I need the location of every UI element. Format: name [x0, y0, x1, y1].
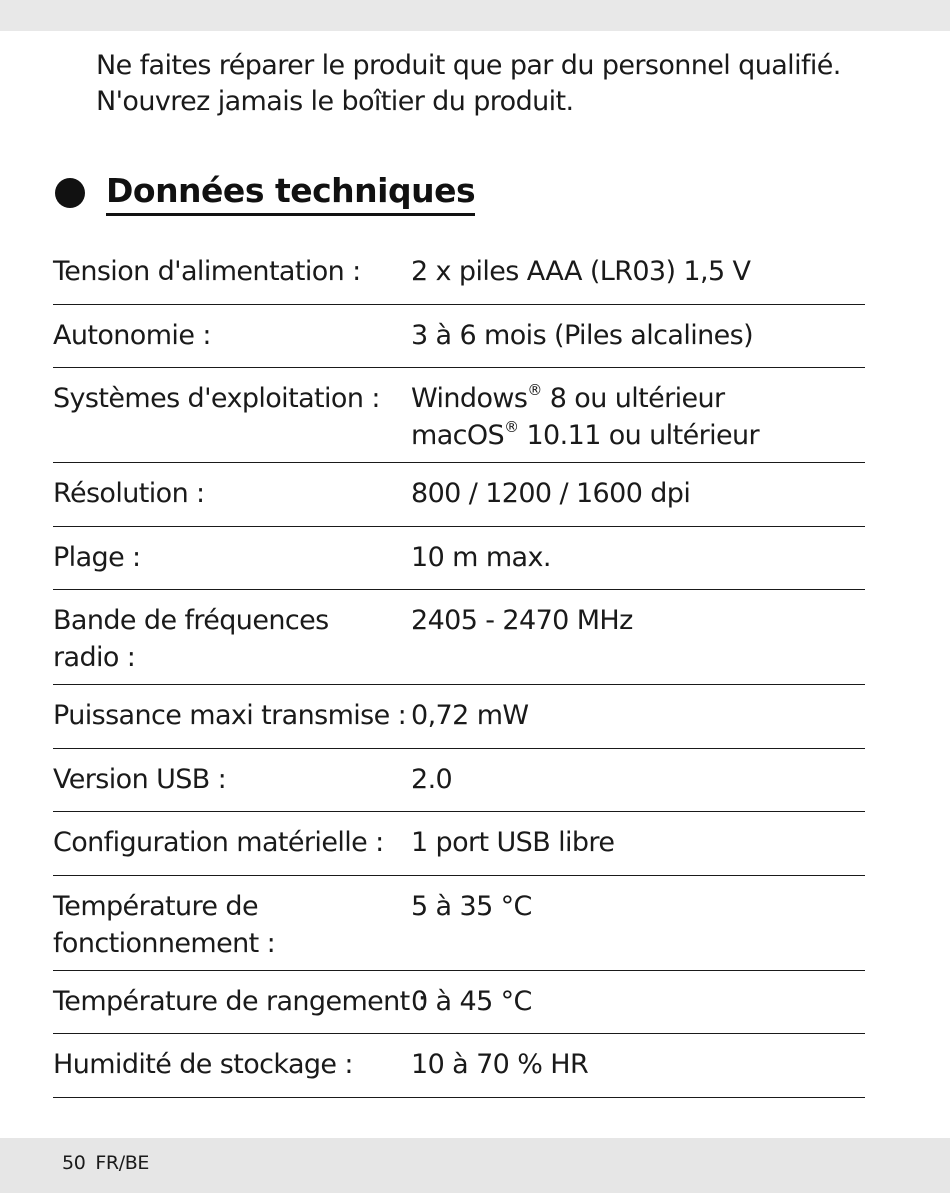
spec-row-storage-humidity [53, 1034, 865, 1098]
spec-value-line-1 [411, 380, 865, 417]
spec-value: 2 x piles AAA (LR03) 1,5 V [411, 256, 751, 287]
spec-row-supply-voltage [53, 241, 865, 305]
spec-value: 0,72 mW [411, 700, 529, 731]
spec-value: 2.0 [411, 763, 453, 795]
top-margin-band [0, 0, 950, 31]
spec-row-hardware-config [53, 812, 865, 876]
spec-label-line-1: Bande de fréquences [53, 605, 329, 636]
spec-value: 10 à 70 % HR [411, 1049, 589, 1080]
spec-row-usb-version [53, 749, 865, 813]
spec-label [53, 888, 411, 959]
bullet-icon [55, 178, 85, 208]
spec-value-line-2 [411, 417, 865, 454]
spec-label-line-2: radio : [53, 642, 136, 673]
spec-value: 5 à 35 °C [411, 890, 532, 922]
spec-row-operating-temperature [53, 876, 865, 971]
registered-mark: ® [527, 381, 542, 399]
spec-row-storage-temperature [53, 971, 865, 1035]
safety-note [96, 48, 896, 120]
os-name: macOS [411, 420, 505, 451]
spec-label: Résolution : [53, 478, 205, 509]
spec-label: Tension d'alimentation : [53, 256, 361, 287]
safety-note-line-2: N'ouvrez jamais le boîtier du produit. [96, 86, 574, 117]
spec-value: 2405 - 2470 MHz [411, 605, 633, 636]
os-version: 10.11 ou ultérieur [518, 420, 760, 451]
spec-label: Systèmes d'exploitation : [53, 383, 380, 414]
locale-code: FR/BE [95, 1152, 149, 1174]
spec-row-range [53, 527, 865, 591]
spec-label-line-2: fonctionnement : [53, 927, 276, 959]
spec-value: 10 m max. [411, 541, 551, 573]
spec-value: 3 à 6 mois (Piles alcalines) [411, 319, 754, 351]
section-heading [55, 168, 475, 218]
spec-label: Humidité de stockage : [53, 1049, 353, 1080]
spec-label-line-1: Température de [53, 890, 258, 922]
os-name: Windows [411, 383, 528, 414]
spec-row-max-transmit-power [53, 685, 865, 749]
spec-row-battery-life [53, 305, 865, 369]
page-number: 50 [62, 1152, 86, 1174]
os-version: 8 ou ultérieur [541, 383, 725, 414]
page-footer [62, 1152, 149, 1174]
spec-label: Puissance maxi transmise : [53, 700, 407, 731]
spec-label: Plage : [53, 541, 141, 573]
spec-value: 800 / 1200 / 1600 dpi [411, 478, 691, 509]
specs-table [53, 241, 865, 1098]
spec-label: Configuration matérielle : [53, 827, 384, 858]
registered-mark: ® [504, 418, 519, 436]
spec-label [53, 602, 411, 673]
safety-note-line-1: Ne faites réparer le produit que par du personnel qualifié. [96, 50, 841, 81]
spec-row-operating-systems [53, 368, 865, 463]
spec-label: Température de rangement : [53, 985, 427, 1017]
spec-value [411, 380, 865, 451]
spec-label: Autonomie : [53, 319, 211, 351]
spec-label: Version USB : [53, 763, 227, 795]
section-title: Données techniques [106, 171, 475, 216]
spec-row-resolution [53, 463, 865, 527]
spec-value: 0 à 45 °C [411, 985, 532, 1017]
spec-value: 1 port USB libre [411, 827, 615, 858]
spec-row-radio-frequency-band [53, 590, 865, 685]
